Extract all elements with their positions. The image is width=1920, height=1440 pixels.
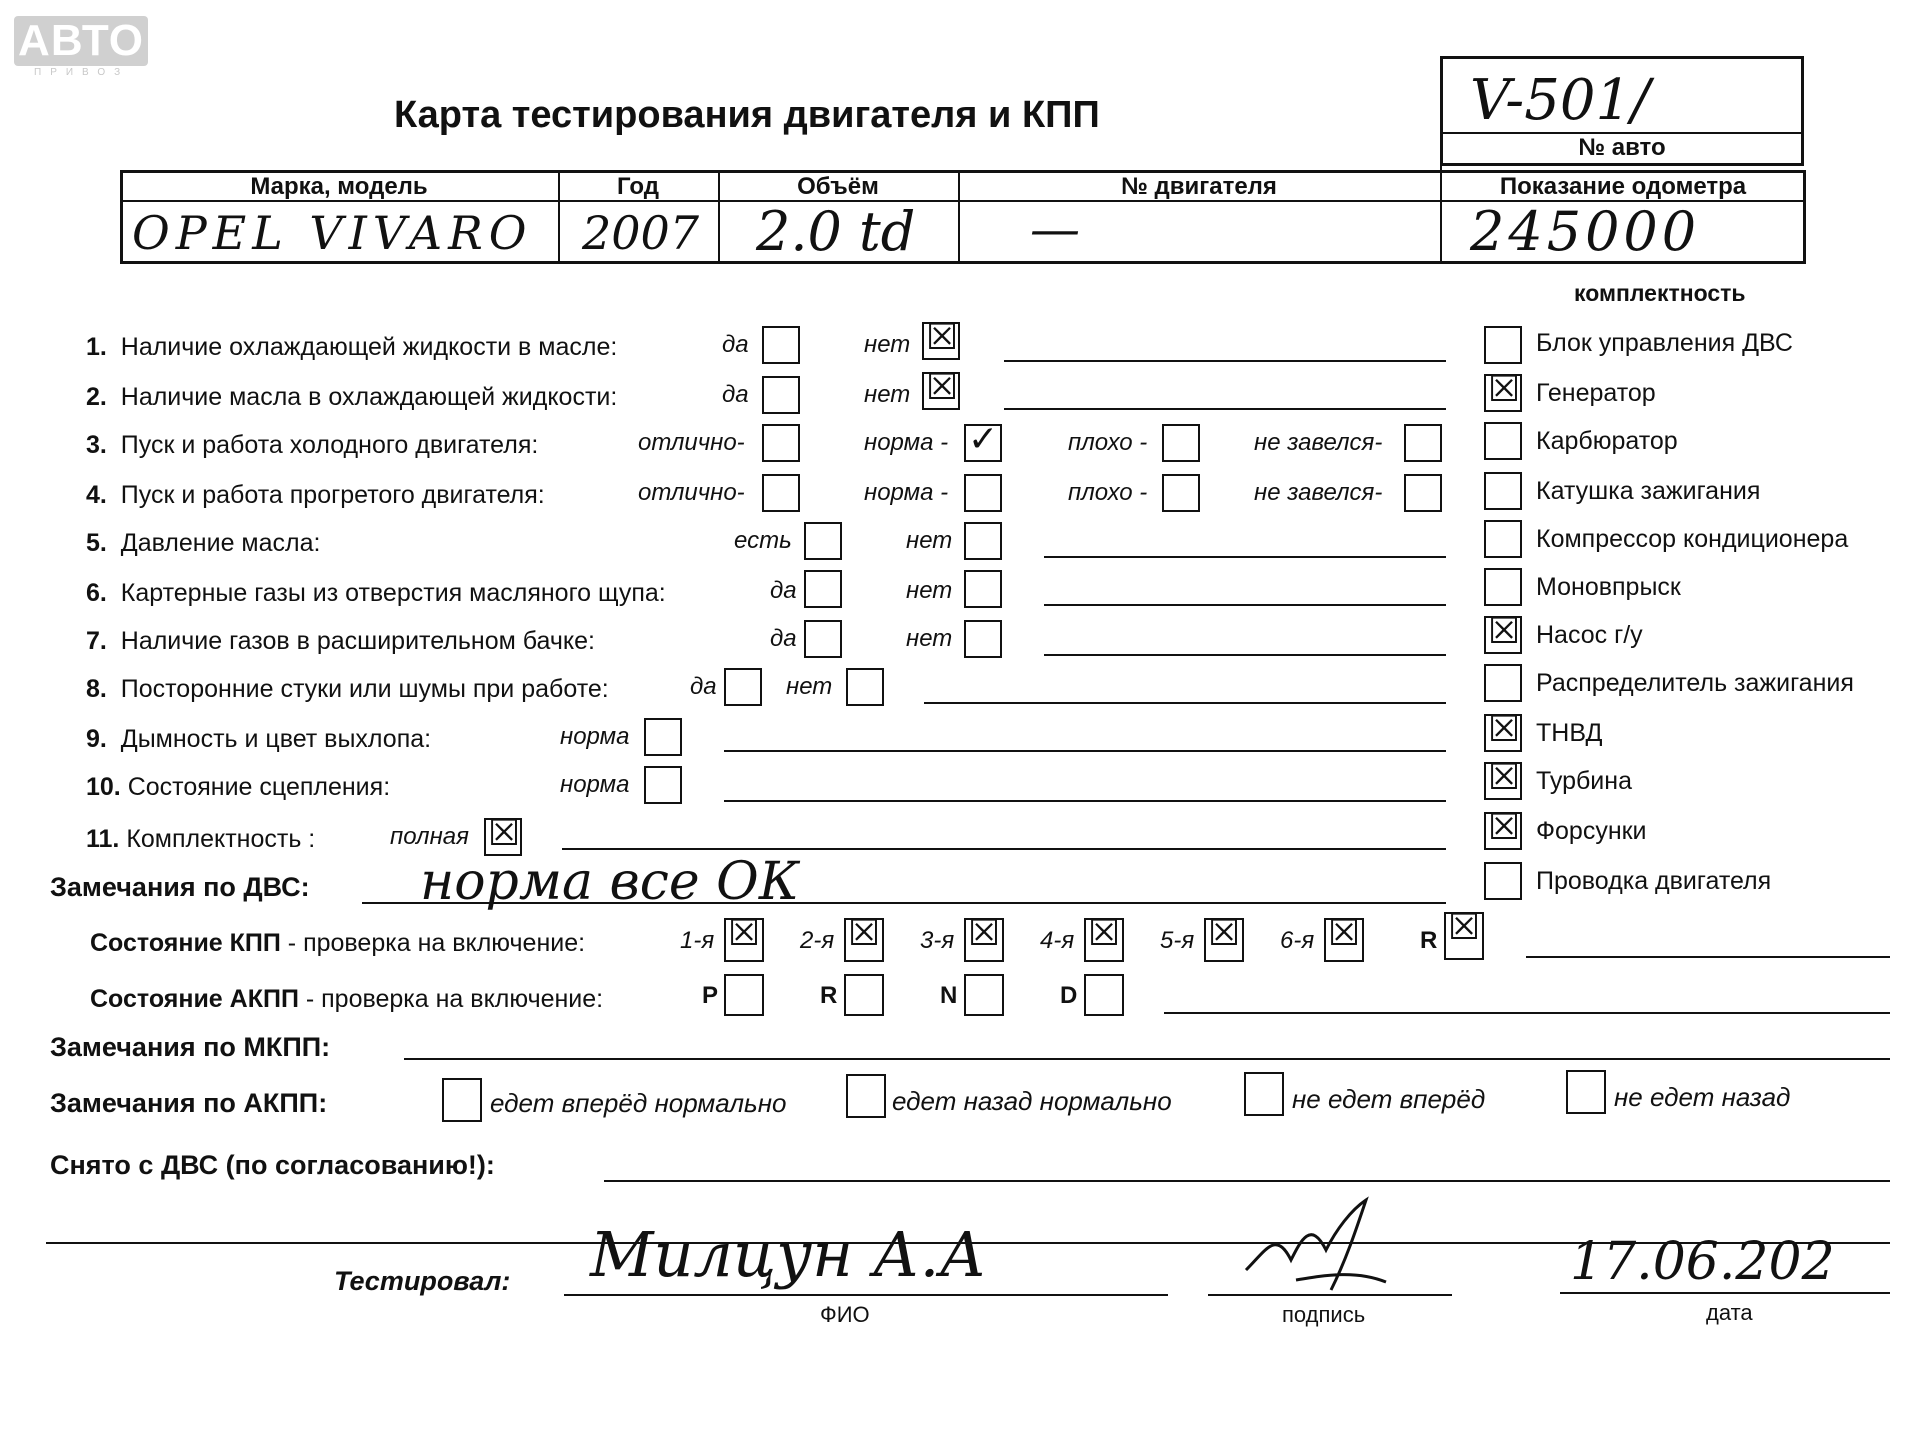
component-checkbox-7[interactable]: ☒ — [1484, 616, 1522, 654]
gear-1-checkbox[interactable]: ☒ — [724, 918, 764, 962]
q10-normal-checkbox[interactable] — [644, 766, 682, 804]
value-year: 2007 — [582, 206, 700, 260]
akpp-no-backward-label: не едет назад — [1614, 1082, 1791, 1112]
q3-normal-checkbox[interactable]: ✓ — [964, 424, 1002, 462]
header-year: Год — [617, 173, 659, 200]
remarks-dvs-value: норма все ОК — [420, 852, 800, 912]
akpp-n-label: N — [940, 982, 958, 1009]
akpp-no-forward-label: не едет вперёд — [1292, 1084, 1486, 1114]
component-label-3: Карбюратор — [1536, 427, 1678, 455]
component-checkbox-4[interactable] — [1484, 472, 1522, 510]
component-checkbox-1[interactable] — [1484, 326, 1522, 364]
question-7: 7. Наличие газов в расширительном бачке: — [86, 627, 595, 655]
q6-yes-label: да — [770, 577, 797, 604]
q11-full-checkbox[interactable]: ☒ — [484, 818, 522, 856]
akpp-forward-ok-label: едет вперёд нормально — [490, 1088, 787, 1118]
q5-no-label: нет — [906, 527, 953, 554]
q4-excellent-label: отлично- — [638, 479, 745, 506]
akpp-label: Состояние АКПП - проверка на включение: — [90, 985, 604, 1013]
akpp-backward-ok-label: едет назад нормально — [892, 1086, 1172, 1116]
question-2: 2. Наличие масла в охлаждающей жидкости: — [86, 383, 618, 411]
question-6: 6. Картерные газы из отверстия масляного щупа: — [86, 579, 666, 607]
tester-name-caption: ФИО — [820, 1302, 870, 1327]
akpp-no-backward-checkbox[interactable] — [1566, 1070, 1606, 1114]
q2-yes-checkbox[interactable] — [762, 376, 800, 414]
question-3: 3. Пуск и работа холодного двигателя: — [86, 431, 539, 459]
component-label-4: Катушка зажигания — [1536, 477, 1761, 505]
component-label-9: ТНВД — [1536, 719, 1603, 747]
q4-normal-label: норма - — [864, 479, 949, 506]
q4-excellent-checkbox[interactable] — [762, 474, 800, 512]
q3-excellent-label: отлично- — [638, 429, 745, 456]
q6-no-label: нет — [906, 577, 953, 604]
gear-6-label: 6-я — [1280, 927, 1315, 954]
header-volume: Объём — [797, 173, 879, 200]
q3-bad-label: плохо - — [1068, 429, 1148, 456]
akpp-forward-ok-checkbox[interactable] — [442, 1078, 482, 1122]
q5-yes-checkbox[interactable] — [804, 522, 842, 560]
gear-6-checkbox[interactable]: ☒ — [1324, 918, 1364, 962]
gear-4-checkbox[interactable]: ☒ — [1084, 918, 1124, 962]
component-label-10: Турбина — [1536, 767, 1632, 795]
q11-full-label: полная — [390, 823, 469, 850]
logo-text: АВТО — [14, 16, 148, 66]
component-checkbox-5[interactable] — [1484, 520, 1522, 558]
remarks-akpp-label: Замечания по АКПП: — [50, 1088, 328, 1118]
q2-no-checkbox[interactable]: ☒ — [922, 372, 960, 410]
q3-no-start-label: не завелся- — [1254, 429, 1383, 456]
q8-yes-checkbox[interactable] — [724, 668, 762, 706]
signature-scribble — [1236, 1190, 1436, 1300]
component-checkbox-8[interactable] — [1484, 664, 1522, 702]
tester-name: Милцун А.А — [590, 1218, 987, 1291]
q3-bad-checkbox[interactable] — [1162, 424, 1200, 462]
component-label-11: Форсунки — [1536, 817, 1647, 845]
component-checkbox-2[interactable]: ☒ — [1484, 374, 1522, 412]
component-checkbox-10[interactable]: ☒ — [1484, 762, 1522, 800]
component-checkbox-3[interactable] — [1484, 422, 1522, 460]
q1-yes-label: да — [722, 331, 749, 358]
question-10: 10. Состояние сцепления: — [86, 773, 391, 801]
q3-normal-label: норма - — [864, 429, 949, 456]
question-4: 4. Пуск и работа прогретого двигателя: — [86, 481, 545, 509]
q8-no-checkbox[interactable] — [846, 668, 884, 706]
q8-yes-label: да — [690, 673, 717, 700]
logo — [14, 16, 148, 78]
value-model: OPEL VIVARO — [132, 206, 533, 260]
components-title: комплектность — [1574, 280, 1746, 306]
component-checkbox-6[interactable] — [1484, 568, 1522, 606]
component-label-7: Насос г/у — [1536, 621, 1643, 649]
q5-no-checkbox[interactable] — [964, 522, 1002, 560]
question-5: 5. Давление масла: — [86, 529, 321, 557]
q7-yes-checkbox[interactable] — [804, 620, 842, 658]
gear-4-label: 4-я — [1040, 927, 1075, 954]
q4-no-start-label: не завелся- — [1254, 479, 1383, 506]
tested-by-label: Тестировал: — [334, 1266, 511, 1296]
gear-1-label: 1-я — [680, 927, 715, 954]
question-8: 8. Посторонние стуки или шумы при работе: — [86, 675, 609, 703]
gear-r-label: R — [1420, 927, 1438, 954]
q2-yes-label: да — [722, 381, 749, 408]
q4-bad-label: плохо - — [1068, 479, 1148, 506]
q6-yes-checkbox[interactable] — [804, 570, 842, 608]
akpp-p-label: P — [702, 982, 719, 1009]
component-label-6: Моновпрыск — [1536, 573, 1681, 601]
akpp-d-label: D — [1060, 982, 1078, 1009]
component-label-8: Распределитель зажигания — [1536, 669, 1854, 697]
akpp-n-checkbox[interactable] — [964, 974, 1004, 1016]
q6-no-checkbox[interactable] — [964, 570, 1002, 608]
question-9: 9. Дымность и цвет выхлопа: — [86, 725, 432, 753]
removed-label: Снято с ДВС (по согласованию!): — [50, 1150, 495, 1180]
test-date: 17.06.202 — [1570, 1232, 1835, 1292]
question-1: 1. Наличие охлаждающей жидкости в масле: — [86, 333, 618, 361]
q7-no-checkbox[interactable] — [964, 620, 1002, 658]
kpp-label: Состояние КПП - проверка на включение: — [90, 929, 586, 957]
gear-5-checkbox[interactable]: ☒ — [1204, 918, 1244, 962]
date-caption: дата — [1706, 1300, 1753, 1325]
component-label-1: Блок управления ДВС — [1536, 329, 1793, 357]
signature-caption: подпись — [1282, 1302, 1366, 1327]
q4-bad-checkbox[interactable] — [1162, 474, 1200, 512]
akpp-r-checkbox[interactable] — [844, 974, 884, 1016]
gear-2-checkbox[interactable]: ☒ — [844, 918, 884, 962]
component-checkbox-9[interactable]: ☒ — [1484, 714, 1522, 752]
q9-normal-label: норма — [560, 723, 630, 750]
akpp-d-checkbox[interactable] — [1084, 974, 1124, 1016]
akpp-no-forward-checkbox[interactable] — [1244, 1072, 1284, 1116]
value-odometer: 245000 — [1470, 200, 1701, 263]
header-engine-number: № двигателя — [1121, 173, 1277, 200]
value-engine-number: — — [1030, 200, 1080, 258]
q4-normal-checkbox[interactable] — [964, 474, 1002, 512]
q1-yes-checkbox[interactable] — [762, 326, 800, 364]
remarks-mkpp-label: Замечания по МКПП: — [50, 1032, 331, 1062]
gear-2-label: 2-я — [800, 927, 835, 954]
q9-normal-checkbox[interactable] — [644, 718, 682, 756]
gear-5-label: 5-я — [1160, 927, 1195, 954]
q8-no-label: нет — [786, 673, 833, 700]
remarks-dvs-label: Замечания по ДВС: — [50, 872, 310, 902]
auto-number-label: № авто — [1578, 134, 1666, 161]
question-11: 11. Комплектность : — [86, 825, 316, 853]
q10-normal-label: норма — [560, 771, 630, 798]
auto-number-value: V-501/ — [1470, 68, 1650, 133]
header-model: Марка, модель — [250, 173, 428, 200]
component-label-2: Генератор — [1536, 379, 1656, 407]
component-checkbox-12[interactable] — [1484, 862, 1522, 900]
component-label-12: Проводка двигателя — [1536, 867, 1772, 895]
akpp-backward-ok-checkbox[interactable] — [846, 1074, 886, 1118]
page-title: Карта тестирования двигателя и КПП — [394, 94, 1100, 136]
q5-yes-label: есть — [734, 527, 792, 554]
akpp-p-checkbox[interactable] — [724, 974, 764, 1016]
q7-no-label: нет — [906, 625, 953, 652]
q3-excellent-checkbox[interactable] — [762, 424, 800, 462]
akpp-r-label: R — [820, 982, 838, 1009]
q1-no-checkbox[interactable]: ☒ — [922, 322, 960, 360]
q2-no-label: нет — [864, 381, 911, 408]
value-volume: 2.0 td — [756, 200, 916, 263]
q3-no-start-checkbox[interactable] — [1404, 424, 1442, 462]
component-label-5: Компрессор кондиционера — [1536, 525, 1849, 553]
component-checkbox-11[interactable]: ☒ — [1484, 812, 1522, 850]
gear-r-checkbox[interactable]: ☒ — [1444, 912, 1484, 960]
logo-subtitle: ПРИВОЗ — [34, 67, 130, 78]
q1-no-label: нет — [864, 331, 911, 358]
gear-3-checkbox[interactable]: ☒ — [964, 918, 1004, 962]
q7-yes-label: да — [770, 625, 797, 652]
gear-3-label: 3-я — [920, 927, 955, 954]
header-odometer: Показание одометра — [1499, 173, 1747, 200]
q4-no-start-checkbox[interactable] — [1404, 474, 1442, 512]
